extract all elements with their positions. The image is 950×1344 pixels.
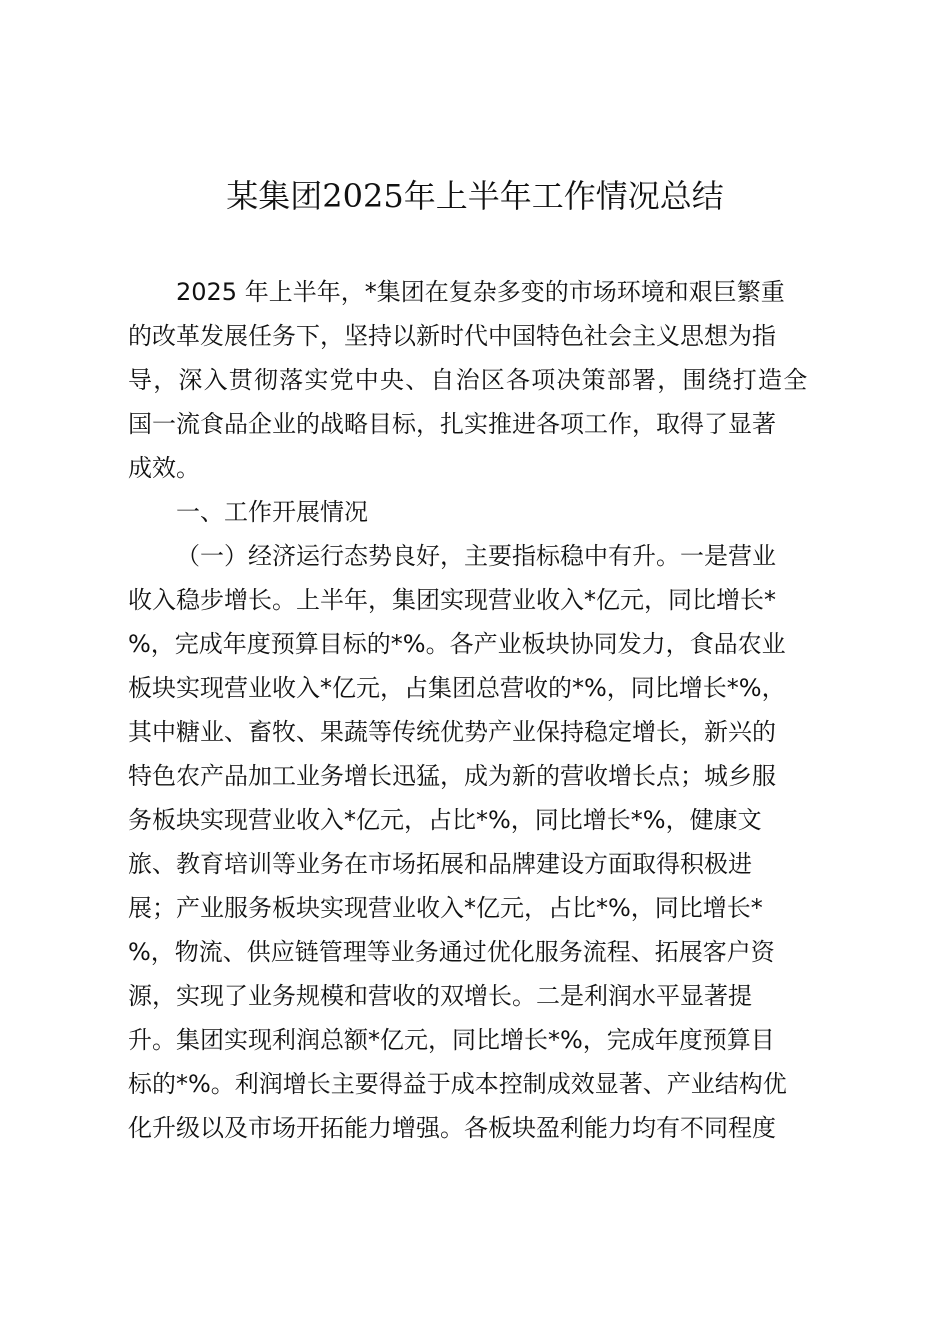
paragraph-2-line: 板块实现营业收入*亿元，占集团总营收的*%，同比增长*%， [128, 674, 786, 702]
paragraph-1-line: 2025 年上半年，*集团在复杂多变的市场环境和艰巨繁重 [176, 278, 785, 306]
paragraph-2-line: %，完成年度预算目标的*%。各产业板块协同发力，食品农业 [128, 630, 786, 658]
paragraph-2-line: 收入稳步增长。上半年，集团实现营业收入*亿元，同比增长* [128, 586, 776, 614]
paragraph-2-line: 务板块实现营业收入*亿元，占比*%，同比增长*%，健康文 [128, 806, 762, 834]
paragraph-2-line: （一）经济运行态势良好，主要指标稳中有升。一是营业 [176, 542, 776, 570]
section-heading: 一、工作开展情况 [176, 498, 368, 526]
paragraph-2-line: %，物流、供应链管理等业务通过优化服务流程、拓展客户资 [128, 938, 775, 966]
paragraph-1-line: 导，深入贯彻落实党中央、自治区各项决策部署，围绕打造全 [128, 366, 809, 394]
paragraph-2-line: 展；产业服务板块实现营业收入*亿元，占比*%，同比增长* [128, 894, 763, 922]
paragraph-2-line: 升。集团实现利润总额*亿元，同比增长*%，完成年度预算目 [128, 1026, 775, 1054]
paragraph-1-line: 国一流食品企业的战略目标，扎实推进各项工作，取得了显著 [128, 410, 776, 438]
paragraph-1-line: 的改革发展任务下，坚持以新时代中国特色社会主义思想为指 [128, 322, 776, 350]
paragraph-1-line: 成效。 [128, 454, 200, 482]
document-title: 某集团2025年上半年工作情况总结 [226, 177, 724, 215]
paragraph-2-line: 化升级以及市场开拓能力增强。各板块盈利能力均有不同程度 [128, 1114, 776, 1142]
paragraph-2-line: 源，实现了业务规模和营收的双增长。二是利润水平显著提 [128, 982, 752, 1010]
paragraph-2-line: 其中糖业、畜牧、果蔬等传统优势产业保持稳定增长，新兴的 [128, 718, 776, 746]
paragraph-2-line: 特色农产品加工业务增长迅猛，成为新的营收增长点；城乡服 [128, 762, 776, 790]
document-body [128, 270, 848, 1150]
paragraph-2-line: 旅、教育培训等业务在市场拓展和品牌建设方面取得积极进 [128, 850, 752, 878]
paragraph-2-line: 标的*%。利润增长主要得益于成本控制成效显著、产业结构优 [128, 1070, 787, 1098]
